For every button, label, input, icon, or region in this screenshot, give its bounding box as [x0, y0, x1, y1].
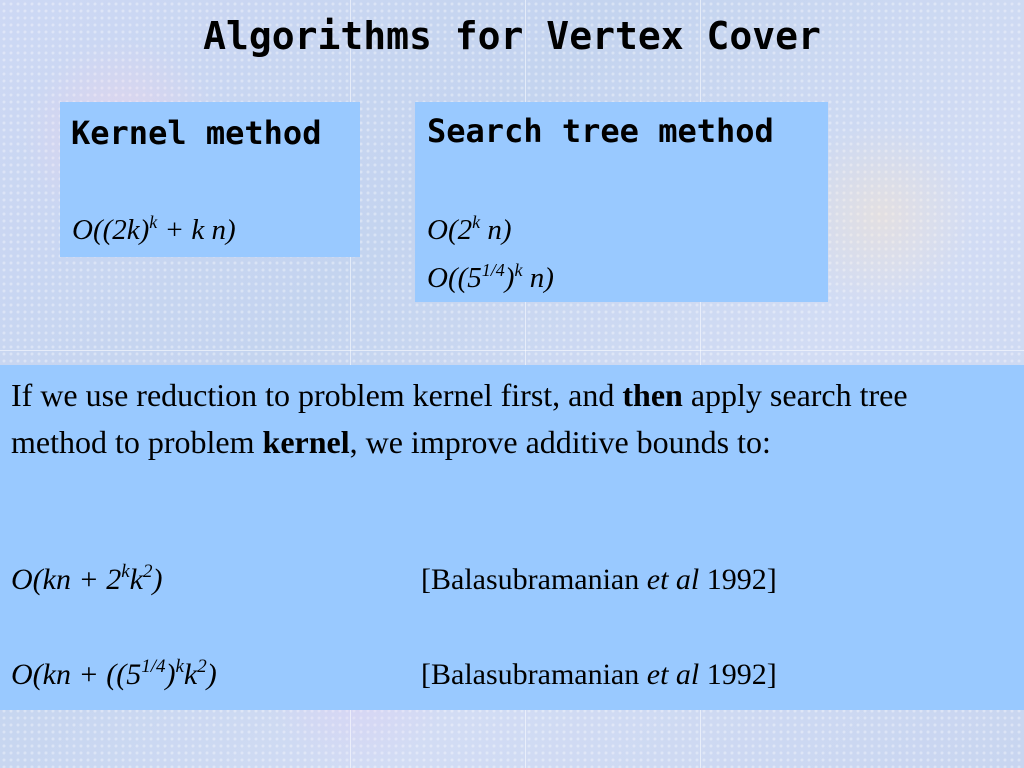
- combined-approach-text: If we use reduction to problem kernel first, and then apply search tree method to problem kernel, we improve additive bounds to:: [11, 377, 908, 460]
- kernel-method-heading: Kernel method: [71, 114, 322, 152]
- citation-2: [Balasubramanian et al 1992]: [421, 658, 777, 691]
- citation-1: [Balasubramanian et al 1992]: [421, 563, 777, 596]
- search-tree-heading: Search tree method: [427, 112, 774, 150]
- search-tree-complexity-1: O(2$^k$ n): [427, 212, 512, 246]
- slide-title: Algorithms for Vertex Cover: [203, 14, 821, 58]
- kernel-complexity: $O((2k)^k + k$ n): [72, 212, 236, 246]
- bound-formula-1: $O(kn + 2^kk^2)$: [11, 561, 163, 596]
- kernel-method-box: [60, 102, 360, 257]
- bound-formula-2: $O(kn + ((5^{1/4})^kk^2)$: [11, 656, 217, 691]
- combined-approach-box: [0, 365, 1024, 710]
- background-seam: [0, 350, 1024, 351]
- search-tree-complexity-2: $O((5^{1/4})^k$ n): [427, 260, 554, 294]
- search-tree-box: [415, 102, 828, 302]
